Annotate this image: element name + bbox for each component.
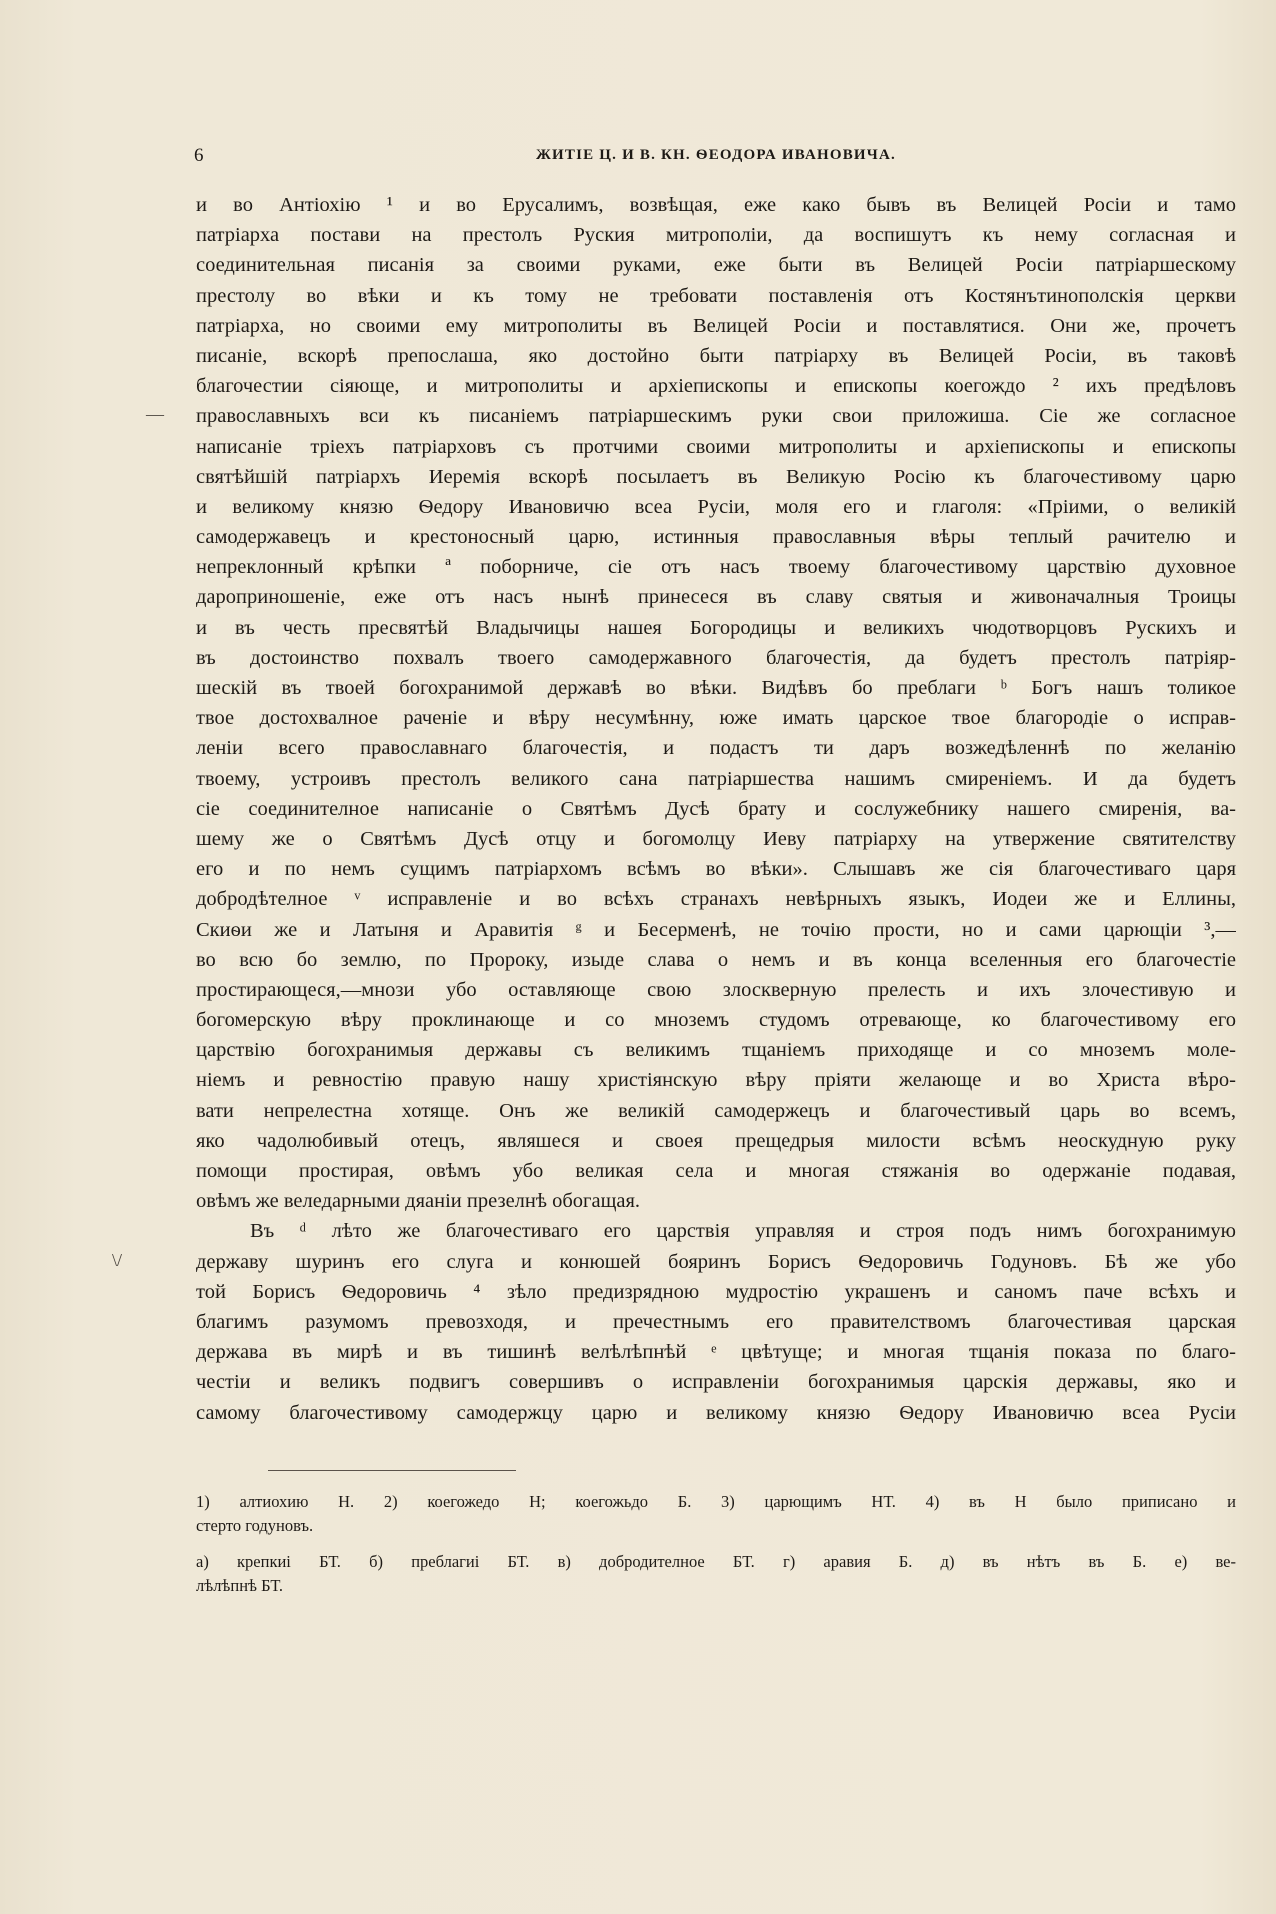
text-line: честіи и великъ подвигъ совершивъ о исправленіи богохранимыя царскія державы, яко и xyxy=(196,1371,1236,1394)
text-line: твоему, устроивъ престолъ великого сана патріаршества нашимъ смиреніемъ. И да будетъ xyxy=(196,767,1236,790)
text-line: царствію богохранимыя державы съ великимъ тщаніемъ приходяще и со мноземъ моле- xyxy=(196,1039,1236,1062)
margin-mark-check: \/ xyxy=(112,1250,123,1270)
text-line: ніемъ и ревностію правую нашу христіянскую вѣру пріяти желающе и во Христа вѣро- xyxy=(196,1069,1236,1092)
text-line: въ достоинство похвалъ твоего самодержавного благочестія, да будетъ престолъ патріяр- xyxy=(196,646,1236,669)
running-head: ЖИТІЕ Ц. И В. КН. ѲЕОДОРА ИВАНОВИЧА. xyxy=(536,147,896,163)
text-line: благочестии сіяюще, и митрополиты и архіепископы и епископы коегождо ² ихъ предѣловъ xyxy=(196,375,1236,398)
text-line: самому благочестивому самодержцу царю и великому князю Ѳедору Ивановичю всеа Русіи xyxy=(196,1401,1236,1424)
page-number: 6 xyxy=(194,145,204,166)
text-line: патріарха, но своими ему митрополиты въ Велицей Росіи и поставлятися. Они же, прочетъ xyxy=(196,314,1236,337)
text-line: во всю бо землю, по Пророку, изыде слава о немъ и въ конца вселенныя его благочестіе xyxy=(196,948,1236,971)
margin-mark-dash: — xyxy=(146,404,164,424)
text-line: леніи всего православнаго благочестія, и подастъ ти даръ возжедѣленнѣ по желанію xyxy=(196,737,1236,760)
text-line: шескій въ твоей богохранимой державѣ во вѣки. Видѣвъ бо преблаги ᵇ Богъ нашъ толикое xyxy=(196,677,1236,699)
text-line: и въ честь пресвятѣй Владычицы нашея Богородицы и великихъ чюдотворцовъ Рускихъ и xyxy=(196,616,1236,639)
text-line: его и по немъ сущимъ патріархомъ всѣмъ во вѣки». Слышавъ же сія благочестиваго царя xyxy=(196,858,1236,881)
text-line: и великому князю Ѳедору Ивановичю всеа Русіи, моля его и глаголя: «Пріими, о великій xyxy=(196,495,1236,518)
footnote-line: а) крепкиі БТ. б) преблагиі БТ. в) добродителное БТ. г) аравия Б. д) въ нѣтъ въ Б. е) ве- xyxy=(196,1552,1236,1571)
text-line: непреклонный крѣпки ª поборниче, сіе отъ насъ твоему благочестивому царствію духовное xyxy=(196,556,1236,579)
footnote-line: стерто годуновъ. xyxy=(196,1516,314,1535)
text-line: сіе соединителное написаніе о Святѣмъ Дусѣ брату и сослужебнику нашего смиренія, ва- xyxy=(196,797,1236,820)
text-line: добродѣтелное ᵛ исправленіе и во всѣхъ странахъ невѣрныхъ языкъ, Иодеи же и Еллины, xyxy=(196,888,1236,911)
text-line: вати непрелестна хотяще. Онъ же великій самодержецъ и благочестивый царь во всемъ, xyxy=(196,1099,1236,1122)
text-line: держава въ мирѣ и въ тишинѣ велѣлѣпнѣй ᵉ цвѣтуще; и многая тщанія показа по благо- xyxy=(196,1341,1236,1364)
body-text xyxy=(196,190,1236,1428)
text-line: дароприношеніе, еже отъ насъ нынѣ принесеся въ славу святыя и живоначалныя Троицы xyxy=(196,586,1236,609)
text-line: той Борисъ Ѳедоровичь ⁴ зѣло предизрядною мудростію украшенъ и саномъ паче всѣхъ и xyxy=(196,1280,1236,1303)
footnotes xyxy=(196,1490,1236,1598)
text-line: богомерскую вѣру проклинающе и со мноземъ студомъ отревающе, ко благочестивому его xyxy=(196,1009,1236,1032)
footnote-line: лѣлѣпнѣ БТ. xyxy=(196,1576,283,1595)
text-line: яко чадолюбивый отецъ, являшеся и своея прещедрыя милости всѣмъ неоскудную руку xyxy=(196,1129,1236,1152)
text-line: писаніе, вскорѣ препослаша, яко достойно быти патріарху въ Велицей Росіи, въ таковѣ xyxy=(196,344,1236,367)
text-line: и во Антіохію ¹ и во Ерусалимъ, возвѣщая, еже како бывъ въ Велицей Росіи и тамо xyxy=(196,194,1236,216)
text-line: православныхъ вси къ писаніемъ патріаршескимъ руки свои приложиша. Сіе же согласное xyxy=(196,405,1236,428)
footnote-line: 1) алтиохию Н. 2) коегожедо Н; коегожьдо Б. 3) царющимъ НТ. 4) въ Н было приписано и xyxy=(196,1492,1236,1511)
page-header xyxy=(194,145,1238,169)
text-line: державу шуринъ его слуга и конюшей бояринъ Борисъ Ѳедоровичь Годуновъ. Бѣ же убо xyxy=(196,1250,1236,1273)
text-line: помощи простирая, овѣмъ убо великая села и многая стяжанія во одержаніе подавая, xyxy=(196,1160,1236,1182)
text-line: простирающеся,—мнози убо оставляюще свою злоскверную прелесть и ихъ злочестивую и xyxy=(196,978,1236,1001)
text-line: Въ ᵈ лѣто же благочестиваго его царствія управляя и строя подъ нимъ богохранимую xyxy=(250,1220,1236,1243)
text-line: твое достохвалное раченіе и вѣру несумѣнну, юже имать царское твое благородіе о исправ- xyxy=(196,707,1236,730)
text-line: престолу во вѣки и къ тому не требовати поставленія отъ Костянътинополскія церкви xyxy=(196,284,1236,307)
text-line: благимъ разумомъ превозходя, и пречестнымъ его правителствомъ благочестивая царская xyxy=(196,1310,1236,1333)
text-line: шему же о Святѣмъ Дусѣ отцу и богомолцу Иеву патріарху на утвержение святителству xyxy=(196,827,1236,850)
text-line: самодержавецъ и крестоносный царю, истинныя православныя вѣры теплый рачителю и xyxy=(196,526,1236,549)
text-line: патріарха постави на престолъ Руския митрополіи, да воспишутъ къ нему согласная и xyxy=(196,224,1236,247)
text-line: написаніе тріехъ патріарховъ съ протчими своими митрополиты и архіепископы и епископы xyxy=(196,435,1236,458)
text-line: святѣйшій патріархъ Иеремія вскорѣ посылаетъ въ Великую Росію къ благочестивому царю xyxy=(196,465,1236,488)
text-line: овѣмъ же веледарными дяаніи презелнѣ обогащая. xyxy=(196,1190,641,1213)
text-line: Скиѳи же и Латыня и Аравитія ᵍ и Бесерменѣ, не точію прости, но и сами царющіи ³,— xyxy=(196,918,1236,941)
footnote-divider xyxy=(268,1470,516,1471)
text-line: соединительная писанія за своими руками, еже быти въ Велицей Росіи патріаршескому xyxy=(196,254,1236,277)
